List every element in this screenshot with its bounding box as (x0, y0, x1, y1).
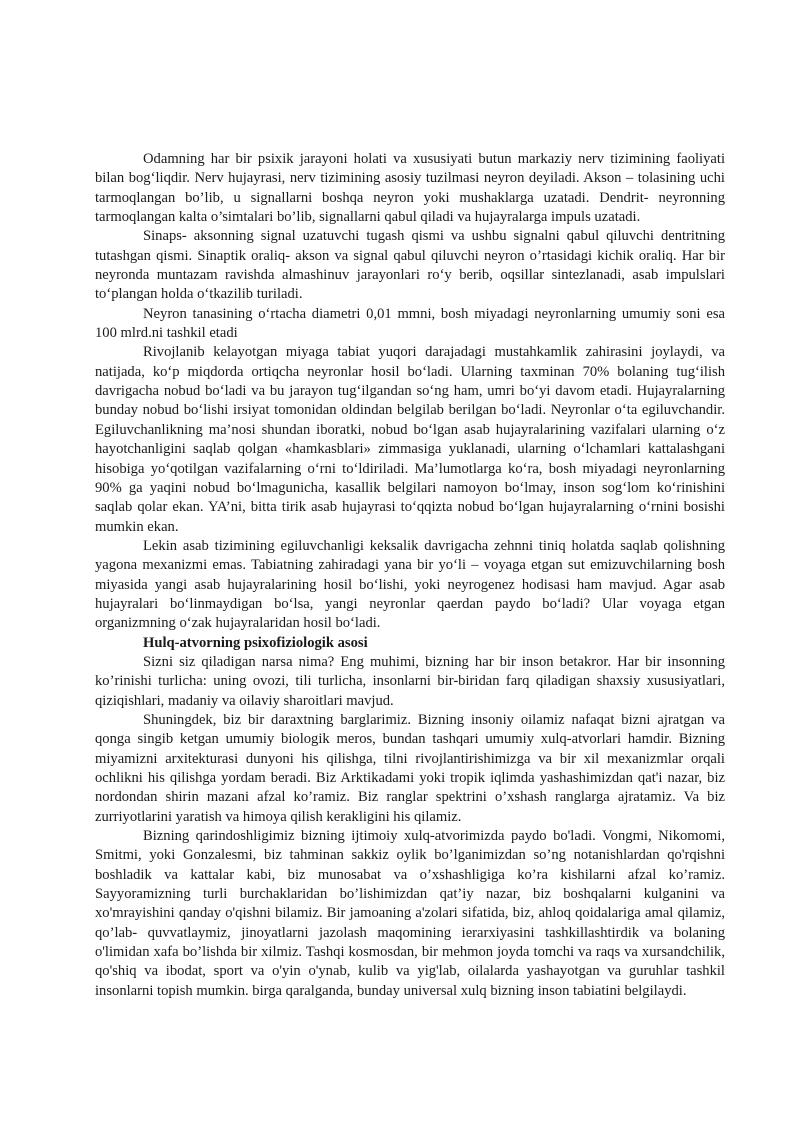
document-page (95, 150, 725, 1001)
paragraph: Rivojlanib kelayotgan miyaga tabiat yuqori darajadagi mustahkamlik zahirasini joylaydi, va natijada, ko‘p miqdorda ortiqcha neyronlar hosil bo‘ladi. Ularning taxminan 70% bolaning tug‘ilish davrigacha nobud bo‘ladi va bu jarayon tug‘ilgandan so‘ng ham, umri bo‘yi davom etadi. Hujayralarning bunday nobud bo‘lishi irsiyat tomonidan oldindan belgilab berilgan bo‘ladi. Neyronlar o‘ta egiluvchandir. Egiluvchanlikning ma’nosi shundan iboratki, nobud bo‘lgan asab hujayralarining vazifalari ularning o‘z hayotchanligini saqlab qolgan «hamkasblari» zimmasiga yuklanadi, ularning o‘lchamlari kattalashgani hisobiga yo‘qotilgan vazifalarning o‘rni to‘ldiriladi. Ma’lumotlarga ko‘ra, bosh miyadagi neyronlarning 90% ga yaqini nobud bo‘lmagunicha, kasallik belgilari namoyon bo‘lmay, inson sog‘lom ko‘rinishini saqlab qolar ekan. YA’ni, bitta tirik asab hujayrasi to‘qqizta nobud bo‘lgan hujayralarning o‘rnini bosishi mumkin ekan. (95, 344, 725, 535)
paragraph: Neyron tanasining o‘rtacha diametri 0,01 mmni, bosh miyadagi neyronlarning umumiy soni esa 100 mlrd.ni tashkil etadi (95, 305, 725, 342)
section-heading: Hulq-atvorning psixofiziologik asosi (143, 634, 368, 651)
paragraph: Sizni siz qiladigan narsa nima? Eng muhimi, bizning har bir inson betakror. Har bir insonning ko’rinishi turlicha: uning ovozi, tili turlicha, insonlarni bir-biridan farq qiladigan shaxsiy xususiyatlari, qiziqishlari, madaniy va oilaviy sharoitlari mavjud. (95, 653, 725, 709)
paragraph: Odamning har bir psixik jarayoni holati va xususiyati butun markaziy nerv tizimining faoliyati bilan bog‘liqdir. Nerv hujayrasi, nerv tizimining asosiy tuzilmasi neyron deyiladi. Akson – tolasining uchi tarmoqlangan bo’lib, u signallarni boshqa neyron yoki mushaklarga uzatadi. Dendrit- neyronning tarmoqlangan kalta o’simtalari bo’lib, signallarni qabul qiladi va hujayralarga impuls uzatadi. (95, 151, 725, 226)
paragraph: Bizning qarindoshligimiz bizning ijtimoiy xulq-atvorimizda paydo bo'ladi. Vongmi, Nikomomi, Smitmi, yoki Gonzalesmi, biz tahminan sakkiz oylik bo’lganimizdan so’ng notanishlardan qo'rqishni boshladik va kattalar kabi, biz munosabat va o’xshashligiga ko’ra kishilarni afzal ko’ramiz. Sayyoramizning turli burchaklaridan bo’lishimizdan qat’iy nazar, biz boshqalarni kulganini va xo'mrayishini qanday o'qishni bilamiz. Bir jamoaning a'zolari sifatida, biz, ahloq qoidalariga amal qilamiz, qo’lab- quvvatlaymiz, jinoyatlarni jazolash maqomining ierarxiyasini tashkillashtirdik va bolaning o'limidan xafa bo’lishda bir xilmiz. Tashqi kosmosdan, bir mehmon joyda tomchi va raqs va xursandchilik, qo'shiq va ibodat, sport va o'yin o'ynab, kulib va yig'lab, oilalarda yashayotgan va guruhlar tashkil insonlarni topish mumkin. birga qaralganda, bunday universal xulq bizning inson tabiatini belgilaydi. (95, 828, 725, 999)
paragraph: Shuningdek, biz bir daraxtning barglarimiz. Bizning insoniy oilamiz nafaqat bizni ajratgan va qonga singib ketgan umumiy biologik meros, bundan tashqari umumiy xulq-atvorlari hamdir. Bizning miyamizni arxitekturasi dunyoni his qilishga, tilni rivojlantirishimizga va bir xil mexanizmlar orqali ochlikni his qilishga yordam beradi. Biz Arktikadami yoki tropik iqlimda yashashimizdan qat'i nazar, biz nordondan shirin mazani afzal ko’ramiz. Biz ranglar spektrini o’xshash ranglarga ajratamiz. Va biz zurriyotlarini yaratish va himoya qilish kerakligini his qilamiz. (95, 711, 725, 825)
paragraph: Lekin asab tizimining egiluvchanligi keksalik davrigacha zehnni tiniq holatda saqlab qolishning yagona mexanizmi emas. Tabiatning zahiradagi yana bir yo‘li – voyaga etgan sut emizuvchilarning bosh miyasida yangi asab hujayralarining hosil bo‘lishi, yoki neyrogenez hodisasi ham mavjud. Agar asab hujayralari bo‘linmaydigan bo‘lsa, yangi neyronlar qaerdan paydo bo‘ladi? Ular voyaga etgan organizmning o‘zak hujayralaridan hosil bo‘ladi. (95, 537, 725, 632)
paragraph: Sinaps- aksonning signal uzatuvchi tugash qismi va ushbu signalni qabul qiluvchi dentritning tutashgan qismi. Sinaptik oraliq- akson va signal qabul qiluvchi neyron o’rtasidagi kichik oraliq. Har bir neyronda muntazam ravishda almashinuv jarayonlari ro‘y berib, oqsillar sintezlanadi, asab impulslari to‘plangan holda o‘tkazilib turiladi. (95, 228, 725, 303)
